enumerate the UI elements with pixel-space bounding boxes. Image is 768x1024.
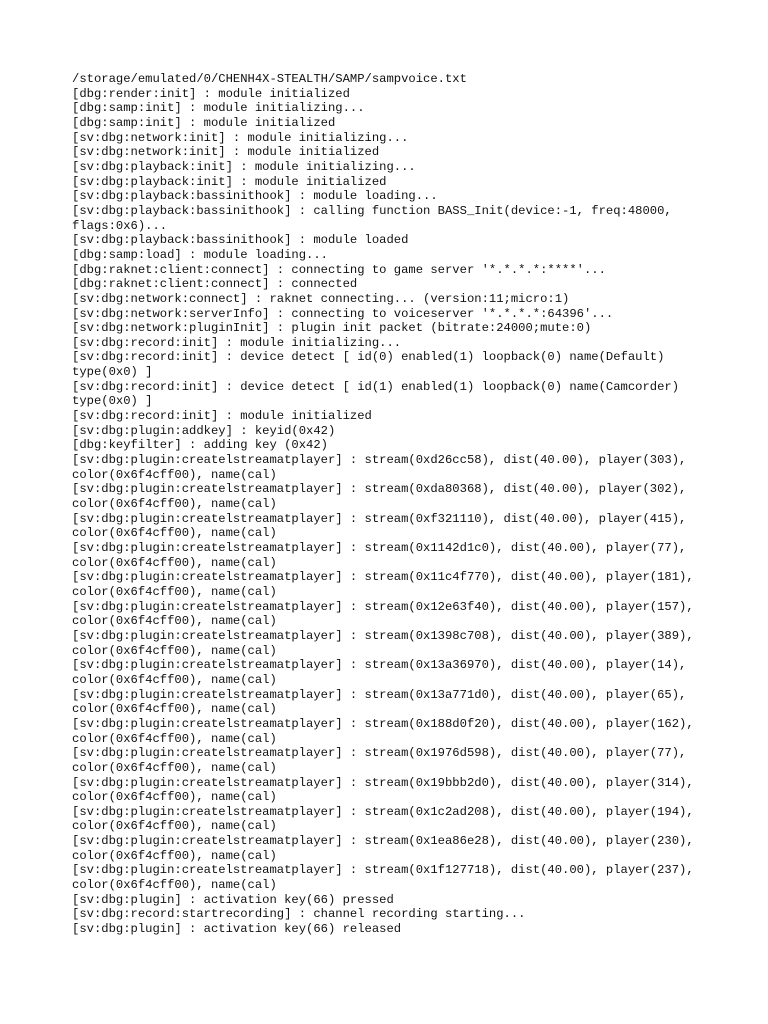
log-line: [sv:dbg:network:init] : module initialized bbox=[72, 145, 380, 160]
log-line: [sv:dbg:network:serverInfo] : connecting to voiceserver '*.*.*.*:64396'... bbox=[72, 306, 614, 321]
log-line: [sv:dbg:plugin] : activation key(66) pressed bbox=[72, 892, 394, 907]
log-line: [sv:dbg:plugin:createlstreamatplayer] : stream(0x13a771d0), dist(40.00), player(65), color(0x6f4cff00), name(cal) bbox=[72, 687, 694, 717]
log-line: [sv:dbg:network:connect] : raknet connecting... (version:11;micro:1) bbox=[72, 291, 570, 306]
log-line: [sv:dbg:record:startrecording] : channel recording starting... bbox=[72, 907, 526, 922]
log-line: [sv:dbg:plugin:createlstreamatplayer] : stream(0x188d0f20), dist(40.00), player(162), color(0x6f4cff00), name(cal) bbox=[72, 716, 701, 746]
log-line: [sv:dbg:plugin:createlstreamatplayer] : stream(0x11c4f770), dist(40.00), player(181), color(0x6f4cff00), name(cal) bbox=[72, 570, 701, 599]
log-line: [sv:dbg:plugin:createlstreamatplayer] : stream(0xd26cc58), dist(40.00), player(303), color(0x6f4cff00), name(cal) bbox=[72, 453, 694, 482]
log-line: [sv:dbg:plugin:createlstreamatplayer] : stream(0xda80368), dist(40.00), player(302), color(0x6f4cff00), name(cal) bbox=[72, 482, 694, 512]
log-line: [sv:dbg:record:init] : module initializing... bbox=[72, 335, 402, 350]
log-line: [sv:dbg:plugin:createlstreamatplayer] : stream(0x12e63f40), dist(40.00), player(157), color(0x6f4cff00), name(cal) bbox=[72, 599, 701, 629]
log-line: [sv:dbg:plugin:createlstreamatplayer] : stream(0x1976d598), dist(40.00), player(77), color(0x6f4cff00), name(cal) bbox=[72, 746, 694, 775]
log-line: [sv:dbg:playback:bassinithook] : calling function BASS_Init(device:-1, freq:48000, flags:0x6)... bbox=[72, 203, 680, 233]
log-line: [sv:dbg:plugin:createlstreamatplayer] : stream(0x1c2ad208), dist(40.00), player(194), color(0x6f4cff00), name(cal) bbox=[72, 804, 701, 834]
log-line: [sv:dbg:playback:init] : module initialized bbox=[72, 174, 387, 189]
log-line: [sv:dbg:plugin:createlstreamatplayer] : stream(0x13a36970), dist(40.00), player(14), color(0x6f4cff00), name(cal) bbox=[72, 658, 694, 687]
log-line: [dbg:samp:init] : module initialized bbox=[72, 115, 336, 130]
log-line: [sv:dbg:plugin:addkey] : keyid(0x42) bbox=[72, 423, 336, 438]
log-line: [sv:dbg:plugin:createlstreamatplayer] : stream(0x1142d1c0), dist(40.00), player(77), color(0x6f4cff00), name(cal) bbox=[72, 541, 694, 570]
log-line: [sv:dbg:plugin] : activation key(66) released bbox=[72, 922, 402, 937]
log-line: [dbg:samp:load] : module loading... bbox=[72, 247, 328, 262]
log-line: [sv:dbg:record:init] : device detect [ id(0) enabled(1) loopback(0) name(Default) type(0x0) ] bbox=[72, 350, 672, 380]
log-line: [dbg:keyfilter] : adding key (0x42) bbox=[72, 438, 328, 453]
log-line: [sv:dbg:plugin:createlstreamatplayer] : stream(0xf321110), dist(40.00), player(415), color(0x6f4cff00), name(cal) bbox=[72, 511, 694, 541]
log-line: [dbg:render:init] : module initialized bbox=[72, 86, 350, 101]
log-line: [sv:dbg:playback:bassinithook] : module loaded bbox=[72, 233, 409, 248]
file-path: /storage/emulated/0/CHENH4X-STEALTH/SAMP/sampvoice.txt bbox=[72, 72, 467, 86]
log-line: [sv:dbg:plugin:createlstreamatplayer] : stream(0x1f127718), dist(40.00), player(237), color(0x6f4cff00), name(cal) bbox=[72, 863, 701, 893]
log-line: [sv:dbg:record:init] : device detect [ id(1) enabled(1) loopback(0) name(Camcorder) type(0x0) ] bbox=[72, 379, 687, 409]
log-document bbox=[72, 72, 702, 937]
log-lines bbox=[72, 87, 702, 937]
log-line: [sv:dbg:plugin:createlstreamatplayer] : stream(0x19bbb2d0), dist(40.00), player(314), color(0x6f4cff00), name(cal) bbox=[72, 775, 701, 805]
log-line: [sv:dbg:network:init] : module initializing... bbox=[72, 130, 409, 145]
log-line: [sv:dbg:playback:init] : module initializing... bbox=[72, 159, 416, 174]
log-line: [sv:dbg:plugin:createlstreamatplayer] : stream(0x1398c708), dist(40.00), player(389), color(0x6f4cff00), name(cal) bbox=[72, 628, 701, 658]
log-line: [dbg:raknet:client:connect] : connected bbox=[72, 277, 358, 292]
log-line: [sv:dbg:plugin:createlstreamatplayer] : stream(0x1ea86e28), dist(40.00), player(230), color(0x6f4cff00), name(cal) bbox=[72, 834, 701, 863]
log-line: [dbg:samp:init] : module initializing... bbox=[72, 101, 365, 116]
log-line: [sv:dbg:playback:bassinithook] : module loading... bbox=[72, 189, 438, 204]
log-line: [sv:dbg:network:pluginInit] : plugin init packet (bitrate:24000;mute:0) bbox=[72, 321, 592, 336]
log-line: [dbg:raknet:client:connect] : connecting to game server '*.*.*.*:****'... bbox=[72, 262, 606, 277]
log-line: [sv:dbg:record:init] : module initialized bbox=[72, 409, 372, 424]
